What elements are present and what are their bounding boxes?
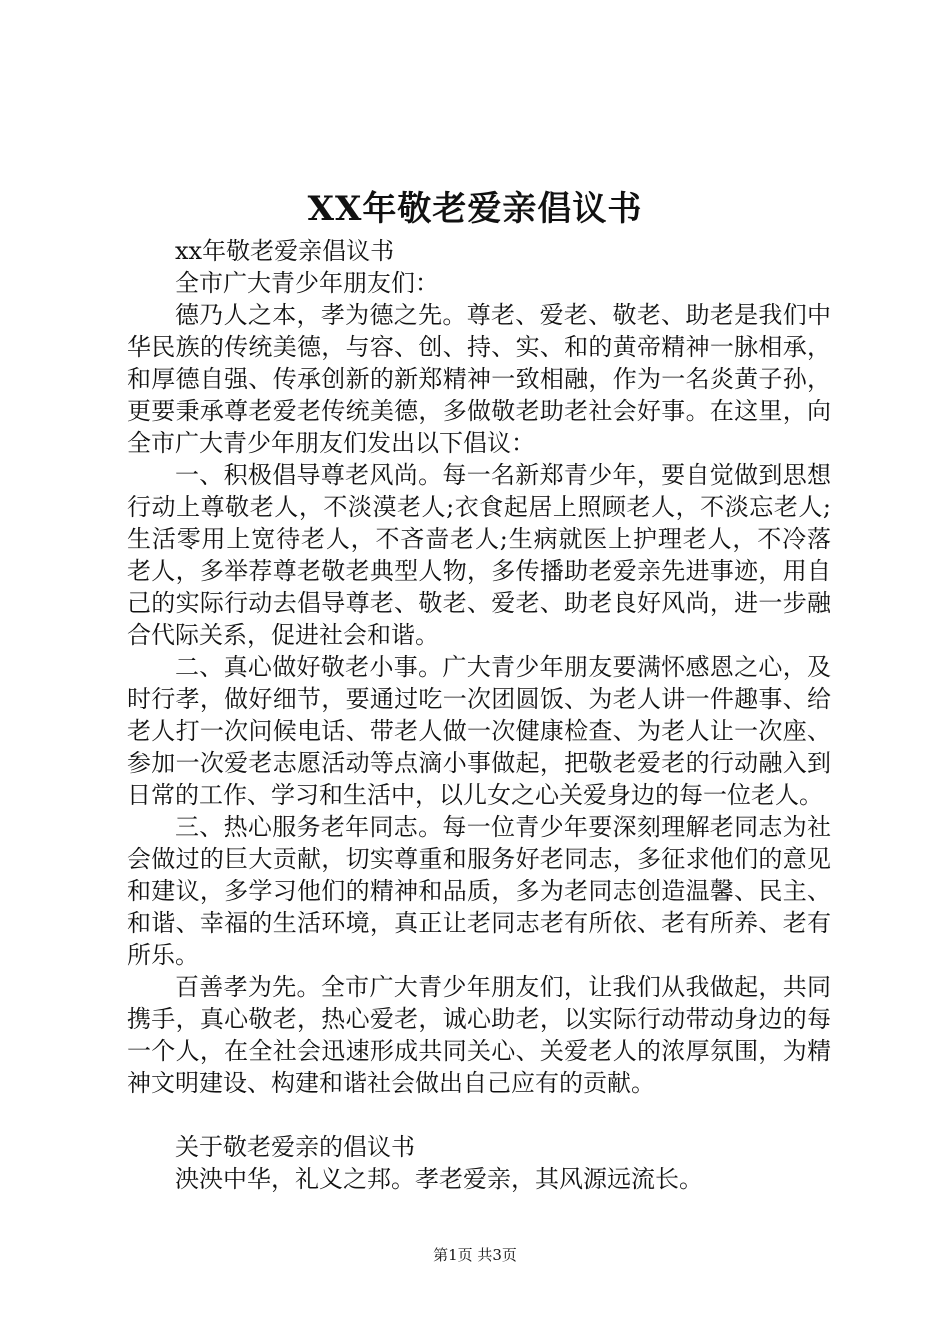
page-number-footer: 第1页 共3页 bbox=[433, 1246, 517, 1264]
paragraph-second-title: 关于敬老爱亲的倡议书 bbox=[175, 1133, 415, 1161]
paragraph-point-one: 一、积极倡导尊老风尚。每一名新郑青少年，要自觉做到思想行动上尊敬老人，不淡漠老人;衣食起居上照顾老人，不淡忘老人;生活零用上宽待老人，不吝啬老人;生病就医上护理老人，不冷落老人，多举荐尊老敬老典型人物，多传播助老爱亲先进事迹，用自己的实际行动去倡导尊老、敬老、爱老、助老良好风尚，进一步融合代际关系，促进社会和谐。 bbox=[127, 461, 831, 649]
document-title: XX年敬老爱亲倡议书 bbox=[307, 189, 643, 229]
paragraph-intro: 德乃人之本，孝为德之先。尊老、爱老、敬老、助老是我们中华民族的传统美德，与容、创、持、实、和的黄帝精神一脉相承，和厚德自强、传承创新的新郑精神一致相融，作为一名炎黄子孙，更要秉承尊老爱老传统美德，多做敬老助老社会好事。在这里，向全市广大青少年朋友们发出以下倡议： bbox=[127, 301, 831, 457]
paragraph-point-three: 三、热心服务老年同志。每一位青少年要深刻理解老同志为社会做过的巨大贡献，切实尊重和服务好老同志，多征求他们的意见和建议，多学习他们的精神和品质，多为老同志创造温馨、民主、和谐、幸福的生活环境，真正让老同志老有所依、老有所养、老有所乐。 bbox=[127, 813, 831, 969]
paragraph-second-opening: 泱泱中华，礼义之邦。孝老爱亲，其风源远流长。 bbox=[175, 1165, 703, 1193]
document-body bbox=[127, 235, 831, 1195]
paragraph-point-two: 二、真心做好敬老小事。广大青少年朋友要满怀感恩之心，及时行孝，做好细节，要通过吃一次团圆饭、为老人讲一件趣事、给老人打一次问候电话、带老人做一次健康检查、为老人让一次座、参加一次爱老志愿活动等点滴小事做起，把敬老爱老的行动融入到日常的工作、学习和生活中，以儿女之心关爱身边的每一位老人。 bbox=[127, 653, 831, 809]
paragraph-spacer bbox=[127, 1099, 831, 1131]
paragraph-salutation: 全市广大青少年朋友们： bbox=[175, 269, 439, 297]
paragraph-conclusion: 百善孝为先。全市广大青少年朋友们，让我们从我做起，共同携手，真心敬老，热心爱老，诚心助老，以实际行动带动身边的每一个人，在全社会迅速形成共同关心、关爱老人的浓厚氛围，为精神文明建设、构建和谐社会做出自己应有的贡献。 bbox=[127, 973, 831, 1097]
paragraph-subtitle: xx年敬老爱亲倡议书 bbox=[175, 237, 395, 265]
